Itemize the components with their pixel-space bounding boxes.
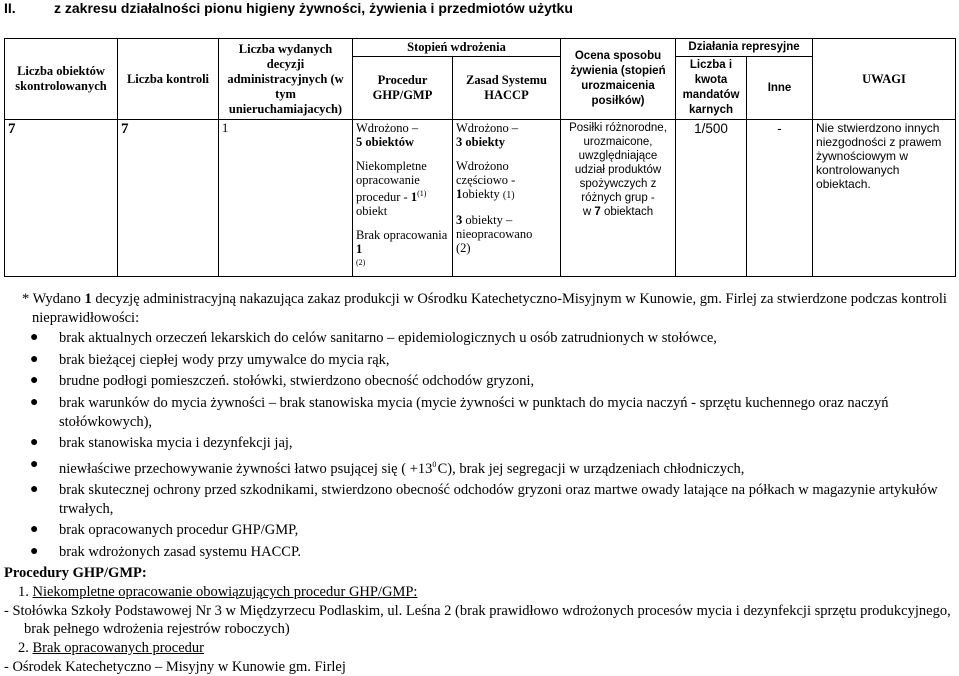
list-item xyxy=(4,372,954,391)
bullet-text: niewłaściwe przechowywanie żywności łatwo psującej się ( +13 xyxy=(59,460,433,477)
cell-inne: - xyxy=(747,120,813,277)
bullet-text: brak stanowiska mycia i dezynfekcji jaj, xyxy=(59,435,293,452)
cell-uwagi: Nie stwierdzono innych niezgodności z prawem żywnościowym w kontrolowanych obiektach. xyxy=(813,120,956,277)
header-procedur: Procedur GHP/GMP xyxy=(353,57,453,120)
procedure-2-item: - Ośrodek Katechetyczno – Misyjny w Kunowie gm. Firlej xyxy=(4,658,346,675)
list-item xyxy=(4,351,954,370)
bullet-text: brak aktualnych orzeczeń lekarskich do celów sanitarno – epidemiologicznych u osób zatrudnionych w stołówce, xyxy=(59,330,717,347)
bullet-icon: ● xyxy=(30,522,39,538)
ocena-text: Posiłki różnorodne, urozmaicone, uwzględniające udział produktów spożywczych z różnych grup - xyxy=(569,122,667,204)
list-item xyxy=(4,521,954,540)
list-item xyxy=(4,456,954,479)
haccp-status-2-unit: obiekty xyxy=(462,187,500,201)
intro-text: decyzję administracyjną nakazująca zakaz produkcji w Ośrodku Katechetyczno-Misyjnym w Kunowie, gm. Firlej za stwierdzone podczas kontroli nieprawidłowości: xyxy=(32,291,947,326)
list-item xyxy=(4,481,954,518)
header-liczba-decyzji: Liczba wydanych decyzji administracyjnych (w tym unieruchamiajacych) xyxy=(219,39,353,120)
intro-prefix: * Wydano xyxy=(22,291,81,307)
procedure-2-label: Brak opracowanych procedur xyxy=(32,639,205,656)
proc-status-2-label: Niekompletne opracowanie procedur - xyxy=(356,159,427,205)
haccp-status-1-count: 3 obiekty xyxy=(456,135,505,149)
bullet-text: brak skutecznej ochrony przed szkodnikami, stwierdzono obecność odchodów gryzoni oraz martwe owady latające na półkach w magazynie artykułów trwałych, xyxy=(59,481,938,517)
procedure-1-number: 1. xyxy=(18,583,29,600)
proc-status-3-count: 1 xyxy=(356,242,363,257)
bullet-text: brak wdrożonych zasad systemu HACCP. xyxy=(59,543,302,560)
header-ocena-zywienia: Ocena sposobu żywienia (stopień urozmaicenia posiłków) xyxy=(561,39,676,120)
bullet-icon: ● xyxy=(30,373,39,389)
haccp-status-3-count: 3 xyxy=(456,213,463,227)
ocena-tail: w xyxy=(582,206,592,218)
haccp-status-2-count: 1 xyxy=(456,187,463,201)
procedure-1 xyxy=(4,583,954,602)
ocena-end: obiektach xyxy=(603,206,654,218)
proc-status-2-note: (1) xyxy=(417,189,427,198)
bullet-text-tail: C), brak jej segregacji w urządzeniach chłodniczych, xyxy=(437,460,745,477)
bullet-icon: ● xyxy=(30,435,39,451)
proc-status-2-unit: obiekt xyxy=(356,204,388,219)
header-dzialania-represyjne: Działania represyjne xyxy=(676,39,813,57)
bullet-icon: ● xyxy=(30,394,39,410)
report-body xyxy=(4,290,954,676)
header-liczba-kontroli: Liczba kontroli xyxy=(118,39,219,120)
haccp-status-1-label: Wdrożono – xyxy=(456,121,519,135)
procedures-title: Procedury GHP/GMP: xyxy=(4,565,147,582)
bullet-text: brak bieżącej ciepłej wody przy umywalce do mycia rąk, xyxy=(59,351,390,368)
cell-procedury xyxy=(353,120,453,277)
temperature-degree: 0 xyxy=(432,459,437,469)
proc-status-3-label: Brak opracowania xyxy=(356,228,448,243)
header-zasad-haccp: Zasad Systemu HACCP xyxy=(453,57,561,120)
procedure-1-item: - Stołówka Szkoły Podstawowej Nr 3 w Międzyrzecu Podlaskim, ul. Leśna 2 (brak prawidłowo wdrożonych procesów mycia i dezynfekcji sprzętu produkcyjnego, brak pełnego wdrożenia rejestrów roboczych) xyxy=(4,602,951,638)
bullet-icon: ● xyxy=(30,481,39,497)
proc-status-2-count: 1 xyxy=(410,190,418,205)
bullet-text: brak warunków do mycia żywności – brak stanowiska mycia (mycie żywności w punktach do mycia naczyń - sprzętu kuchennego oraz naczyń stołówkowych), xyxy=(59,394,889,430)
cell-obiekty: 7 xyxy=(5,120,118,277)
section-number: II. xyxy=(4,0,16,16)
haccp-status-3-note: (2) xyxy=(456,241,471,255)
procedure-2-number: 2. xyxy=(18,639,29,656)
report-intro xyxy=(4,290,954,327)
ocena-count: 7 xyxy=(594,206,601,218)
header-inne: Inne xyxy=(747,57,813,120)
intro-count: 1 xyxy=(84,291,92,307)
bullet-text: brudne podłogi pomieszczeń. stołówki, stwierdzono obecność odchodów gryzoni, xyxy=(59,373,535,390)
header-uwagi: UWAGI xyxy=(813,39,956,120)
inspection-table xyxy=(4,38,956,277)
proc-status-1-count: 5 obiektów xyxy=(356,135,414,149)
bullet-icon: ● xyxy=(30,351,39,367)
cell-decyzje: 1 xyxy=(219,120,353,277)
bullet-icon: ● xyxy=(30,543,39,559)
list-item xyxy=(4,434,954,453)
list-item xyxy=(4,543,954,562)
cell-kontrole: 7 xyxy=(118,120,219,277)
proc-status-1-label: Wdrożono – xyxy=(356,121,419,135)
header-liczba-obiektow: Liczba obiektów skontrolowanych xyxy=(5,39,118,120)
haccp-status-3-desc: nieopracowano xyxy=(456,227,533,241)
proc-status-3-note: (2) xyxy=(356,258,366,268)
bullet-icon: ● xyxy=(30,330,39,346)
procedure-2 xyxy=(4,639,954,658)
haccp-status-2-label: Wdrożono częściowo - xyxy=(456,159,516,187)
cell-ocena-zywienia xyxy=(561,120,676,277)
bullet-icon: ● xyxy=(30,456,39,472)
cell-haccp xyxy=(453,120,561,277)
header-liczba-kwota-mandatow: Liczba i kwota mandatów karnych xyxy=(676,57,747,120)
haccp-status-3-label: obiekty – xyxy=(465,213,513,227)
header-stopien-wdrozenia: Stopień wdrożenia xyxy=(353,39,561,57)
bullet-text: brak opracowanych procedur GHP/GMP, xyxy=(59,522,299,539)
section-heading xyxy=(4,0,573,16)
haccp-status-2-note: (1) xyxy=(502,190,515,201)
section-title: z zakresu działalności pionu higieny żywności, żywienia i przedmiotów użytku xyxy=(54,0,573,16)
cell-mandaty: 1/500 xyxy=(676,120,747,277)
procedure-1-label: Niekompletne opracowanie obowiązujących procedur GHP/GMP: xyxy=(32,583,418,600)
violations-list xyxy=(4,329,954,561)
list-item xyxy=(4,394,954,431)
list-item xyxy=(4,329,954,348)
